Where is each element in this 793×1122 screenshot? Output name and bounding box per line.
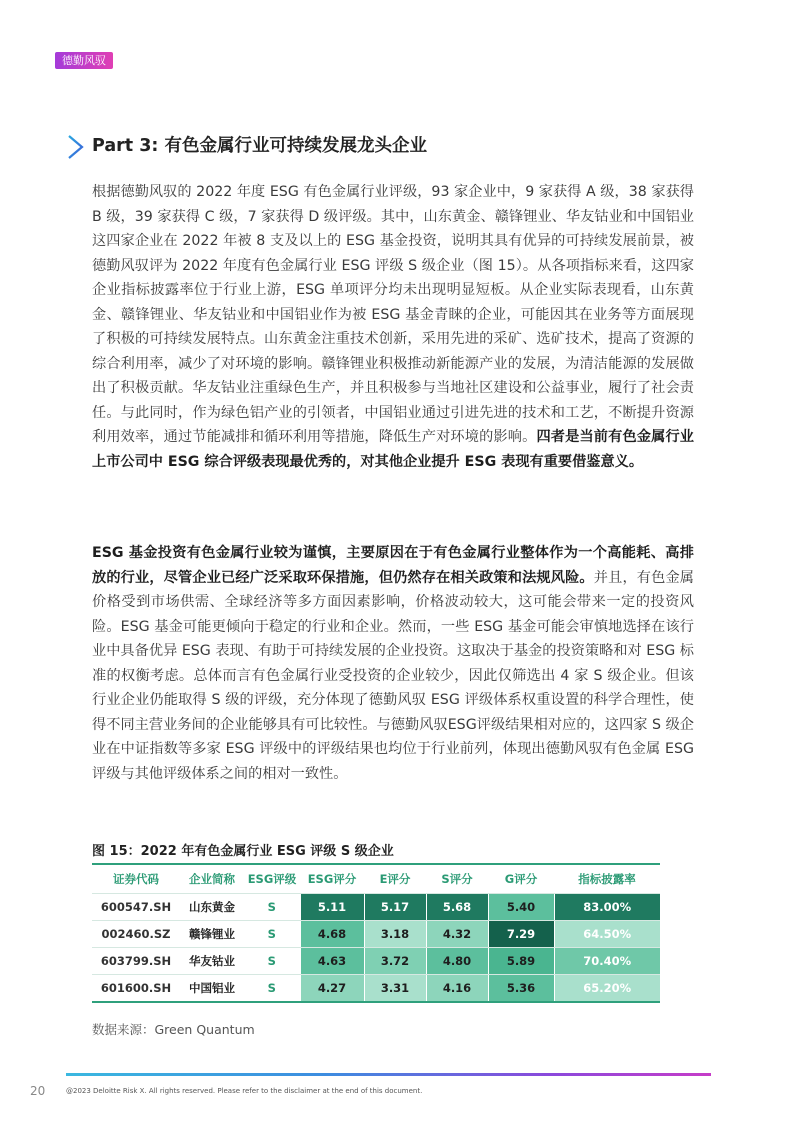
- cell-code: 601600.SH: [92, 975, 180, 1003]
- page-number: 20: [30, 1084, 46, 1098]
- section-title: Part 3: 有色金属行业可持续发展龙头企业: [92, 136, 428, 156]
- cell-grade: S: [244, 975, 300, 1003]
- body-paragraph-1: [92, 180, 694, 474]
- cell-name: 华友钴业: [180, 948, 244, 975]
- header-e-score: E评分: [364, 864, 426, 894]
- header-disclosure-rate: 指标披露率: [554, 864, 660, 894]
- header-code: 证券代码: [92, 864, 180, 894]
- cell-grade: S: [244, 894, 300, 921]
- table-row: [92, 948, 660, 975]
- esg-rating-table: [92, 863, 660, 1003]
- header-esg-grade: ESG评级: [244, 864, 300, 894]
- cell-e-score: 5.17: [364, 894, 426, 921]
- table-row: [92, 975, 660, 1003]
- cell-disclosure-rate: 83.00%: [554, 894, 660, 921]
- brand-tag: 德勤风驭: [55, 52, 113, 69]
- table-header-row: [92, 864, 660, 894]
- chevron-right-icon: [66, 134, 86, 160]
- table-row: [92, 921, 660, 948]
- cell-code: 600547.SH: [92, 894, 180, 921]
- cell-e-score: 3.18: [364, 921, 426, 948]
- paragraph-1-text: 根据德勤风驭的 2022 年度 ESG 有色金属行业评级，93 家企业中，9 家获得 A 级，38 家获得 B 级，39 家获得 C 级，7 家获得 D 级评级。其中，山东黄金、赣锋锂业、华友钴业和中国铝业这四家企业在 2022 年被 8 支及以上的 ESG 基金投资，说明其具有优异的可持续发展前景，被德勤风驭评为 2022 年度有色金属行业 ESG 评级 S 级企业（图 15）。从各项指标来看，这四家企业指标披露率位于行业上游，ESG 单项评分均未出现明显短板。从企业实际表现看，山东黄金、赣锋锂业、华友钴业和中国铝业作为被 ESG 基金青睐的企业，可能因其在业务等方面展现了积极的可持续发展特点。山东黄金注重技术创新，采用先进的采矿、选矿技术，提高了资源的综合利用率，减少了对环境的影响。赣锋锂业积极推动新能源产业的发展，为清洁能源的发展做出了积极贡献。华友钴业注重绿色生产，并且积极参与当地社区建设和公益事业，履行了社会责任。与此同时，作为绿色铝产业的引领者，中国铝业通过引进先进的技术和工艺，不断提升资源利用效率，通过节能减排和循环利用等措施，降低生产对环境的影响。: [92, 184, 694, 445]
- cell-g-score: 5.89: [488, 948, 554, 975]
- cell-name: 中国铝业: [180, 975, 244, 1003]
- cell-esg-score: 4.63: [300, 948, 364, 975]
- cell-s-score: 4.32: [426, 921, 488, 948]
- paragraph-2-text: 并且，有色金属价格受到市场供需、全球经济等多方面因素影响，价格波动较大，这可能会带来一定的投资风险。ESG 基金可能更倾向于稳定的行业和企业。然而，一些 ESG 基金可能会审慎地选择在该行业中具备优异 ESG 表现、有助于可持续发展的企业投资。这取决于基金的投资策略和对 ESG 标准的权衡考虑。总体而言有色金属行业受投资的企业较少，因此仅筛选出 4 家 S 级企业。但该行业企业仍能取得 S 级的评级，充分体现了德勤风驭 ESG 评级体系权重设置的科学合理性，使得不同主营业务间的企业能够具有可比较性。与德勤风驭ESG评级结果相对应的，这四家 S 级企业在中证指数等多家 ESG 评级中的评级结果也均位于行业前列，体现出德勤风驭有色金属 ESG 评级与其他评级体系之间的相对一致性。: [92, 569, 694, 782]
- cell-g-score: 7.29: [488, 921, 554, 948]
- cell-name: 赣锋锂业: [180, 921, 244, 948]
- section-heading: [66, 132, 726, 162]
- cell-name: 山东黄金: [180, 894, 244, 921]
- cell-g-score: 5.40: [488, 894, 554, 921]
- body-paragraph-2: [92, 541, 694, 786]
- footer-divider: [66, 1073, 711, 1076]
- cell-code: 603799.SH: [92, 948, 180, 975]
- cell-code: 002460.SZ: [92, 921, 180, 948]
- cell-s-score: 4.16: [426, 975, 488, 1003]
- header-s-score: S评分: [426, 864, 488, 894]
- table-row: [92, 894, 660, 921]
- paragraph-1-bold-text: 四者是当前有色金属行业上市公司中 ESG 综合评级表现最优秀的，对其他企业提升 ESG 表现有重要借鉴意义。: [92, 429, 694, 470]
- header-esg-score: ESG评分: [300, 864, 364, 894]
- header-g-score: G评分: [488, 864, 554, 894]
- cell-esg-score: 4.27: [300, 975, 364, 1003]
- cell-disclosure-rate: 64.50%: [554, 921, 660, 948]
- cell-e-score: 3.72: [364, 948, 426, 975]
- cell-g-score: 5.36: [488, 975, 554, 1003]
- cell-grade: S: [244, 948, 300, 975]
- cell-disclosure-rate: 70.40%: [554, 948, 660, 975]
- cell-esg-score: 5.11: [300, 894, 364, 921]
- cell-s-score: 5.68: [426, 894, 488, 921]
- cell-s-score: 4.80: [426, 948, 488, 975]
- cell-disclosure-rate: 65.20%: [554, 975, 660, 1003]
- cell-e-score: 3.31: [364, 975, 426, 1003]
- data-source: 数据来源：Green Quantum: [92, 1022, 255, 1037]
- figure-title: 图 15：2022 年有色金属行业 ESG 评级 S 级企业: [92, 844, 394, 859]
- cell-grade: S: [244, 921, 300, 948]
- cell-esg-score: 4.68: [300, 921, 364, 948]
- header-name: 企业简称: [180, 864, 244, 894]
- footer-copyright: @2023 Deloitte Risk X. All rights reserved. Please refer to the disclaimer at the end of this document.: [66, 1087, 423, 1095]
- paragraph-2-bold-text: ESG 基金投资有色金属行业较为谨慎，主要原因在于有色金属行业整体作为一个高能耗、高排放的行业，尽管企业已经广泛采取环保措施，但仍然存在相关政策和法规风险。: [92, 545, 694, 586]
